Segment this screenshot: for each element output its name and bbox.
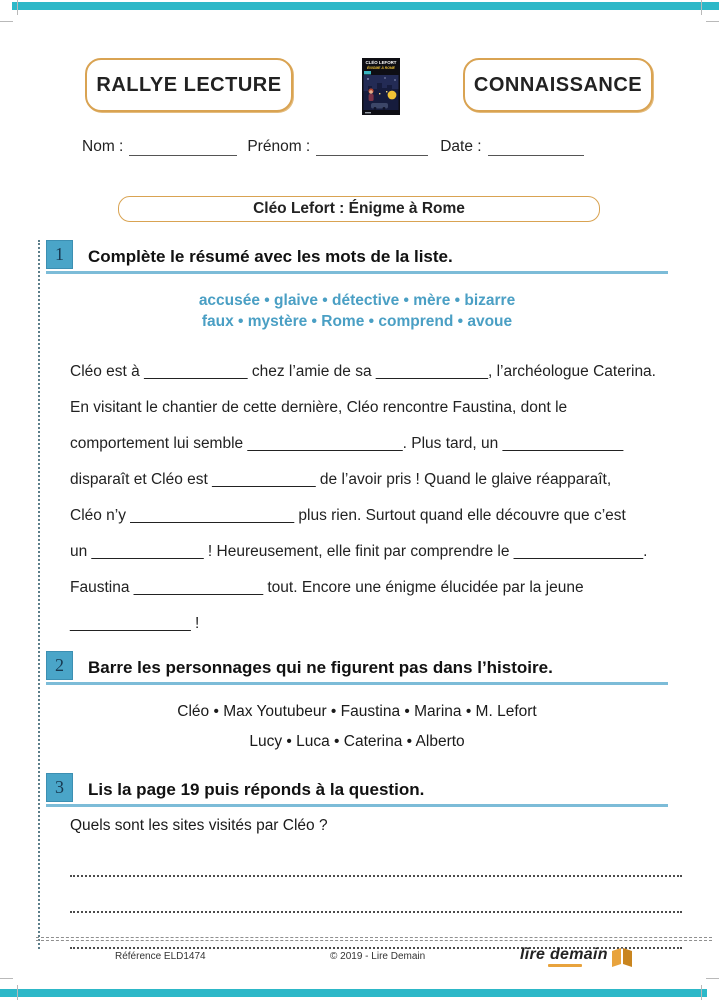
resume-paragraph xyxy=(70,354,668,642)
book-cover-title: CLÉO LEFORT xyxy=(365,60,397,65)
character-list xyxy=(46,697,668,757)
bottom-accent-bar xyxy=(0,989,707,997)
crop-mark xyxy=(706,21,719,22)
answer-line xyxy=(70,877,682,913)
word-bank-line-1: accusée • glaive • détective • mère • bizarre xyxy=(198,292,516,309)
reference-text: Référence ELD1474 xyxy=(115,951,206,962)
logo-text: lire demain xyxy=(520,946,608,963)
logo-subtext-mark xyxy=(548,964,582,967)
date-write-line xyxy=(488,141,584,156)
resume-line: En visitant le chantier de cette dernière, Cléo rencontre Faustina, dont le xyxy=(70,399,568,416)
footer xyxy=(0,946,719,976)
nom-write-line xyxy=(129,141,237,156)
top-accent-bar xyxy=(12,2,719,10)
lire-demain-logo xyxy=(520,946,634,967)
character-list-line-1: Cléo • Max Youtubeur • Faustina • Marina • M. Lefort xyxy=(177,703,537,720)
nom-label: Nom : xyxy=(82,138,124,155)
resume-line: Cléo n’y ___________________ plus rien. Surtout quand elle découvre que c’est xyxy=(70,507,626,524)
connaissance-label: CONNAISSANCE xyxy=(473,73,643,96)
book-title-text: Cléo Lefort : Énigme à Rome xyxy=(253,200,465,217)
resume-line: ______________ ! xyxy=(70,615,200,632)
section-2-header xyxy=(46,651,668,685)
rallye-lecture-badge xyxy=(85,58,293,112)
resume-line: disparaît et Cléo est ____________ de l’avoir pris ! Quand le glaive réapparaît, xyxy=(70,471,612,488)
crop-mark xyxy=(0,21,13,22)
prenom-label: Prénom : xyxy=(247,138,311,155)
resume-line: comportement lui semble __________________. Plus tard, un ______________ xyxy=(70,435,624,452)
resume-line: un _____________ ! Heureusement, elle finit par comprendre le _______________. xyxy=(70,543,648,560)
footer-divider xyxy=(36,937,712,941)
section-3-number: 3 xyxy=(55,777,64,797)
book-cover-graphic xyxy=(362,58,400,115)
answer-line xyxy=(70,913,682,949)
section-2-title: Barre les personnages qui ne figurent pas dans l’histoire. xyxy=(88,658,553,677)
resume-line: Faustina _______________ tout. Encore une énigme élucidée par la jeune xyxy=(70,579,584,596)
section-1-number-badge xyxy=(46,240,73,269)
section-1-number: 1 xyxy=(55,244,64,264)
section-2-number-badge xyxy=(46,651,73,680)
crop-mark xyxy=(17,0,18,15)
connaissance-badge xyxy=(463,58,653,112)
crop-mark xyxy=(701,985,702,1000)
answer-line xyxy=(70,841,682,877)
crop-mark xyxy=(17,985,18,1000)
section-1-title: Complète le résumé avec les mots de la liste. xyxy=(88,247,453,266)
section-2-number: 2 xyxy=(55,655,64,675)
answer-area xyxy=(70,841,668,949)
crop-mark xyxy=(706,978,719,979)
book-cover-subtitle: ÉNIGME À ROME xyxy=(367,66,395,70)
section-3-question: Quels sont les sites visités par Cléo ? xyxy=(70,817,328,834)
date-label: Date : xyxy=(440,138,482,155)
prenom-write-line xyxy=(316,141,428,156)
section-3-number-badge xyxy=(46,773,73,802)
word-bank xyxy=(46,290,668,332)
crop-mark xyxy=(0,978,13,979)
section-3-header xyxy=(46,773,668,807)
section-3-title: Lis la page 19 puis réponds à la question. xyxy=(88,780,425,799)
book-title-box xyxy=(118,196,600,222)
crop-mark xyxy=(701,0,702,15)
header xyxy=(85,58,653,116)
section-1-header xyxy=(46,240,668,274)
copyright-text: © 2019 - Lire Demain xyxy=(330,951,426,962)
resume-line: Cléo est à ____________ chez l’amie de sa _____________, l’archéologue Caterina. xyxy=(70,363,656,380)
character-list-line-2: Lucy • Luca • Caterina • Alberto xyxy=(249,733,465,750)
open-book-icon xyxy=(610,947,634,967)
rallye-lecture-label: RALLYE LECTURE xyxy=(96,73,282,96)
worksheet-body xyxy=(38,240,668,949)
identity-row xyxy=(82,138,645,156)
book-cover-image xyxy=(362,58,400,115)
word-bank-line-2: faux • mystère • Rome • comprend • avoue xyxy=(201,313,513,330)
